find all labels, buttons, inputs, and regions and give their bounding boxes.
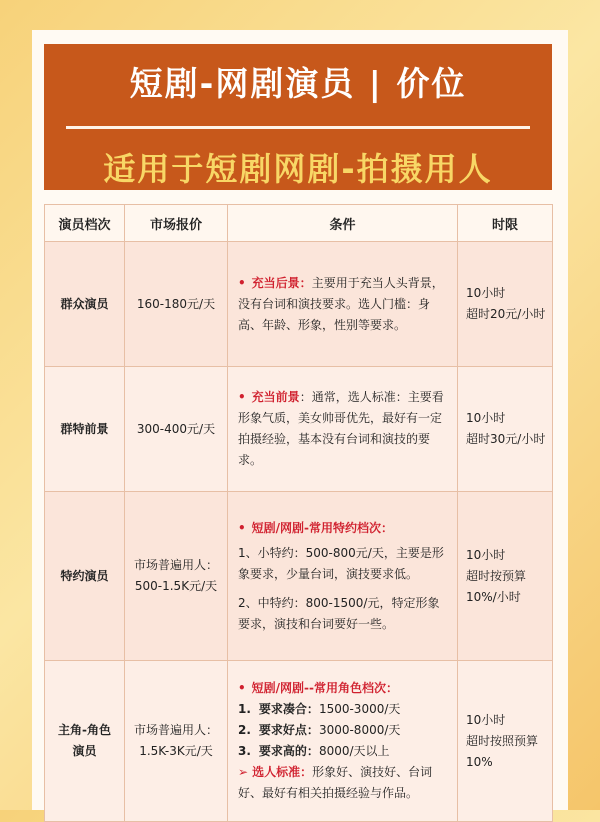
time-cell: 10小时 超时20元/小时 [458,242,553,367]
condition-title: 充当前景 [251,390,300,404]
table-row [45,492,553,661]
condition-text: ：通常，选人标准：主要看形象气质，美女帅哥优先，最好有一定拍摄经验，基本没有台词和演技的要求。 [238,390,444,467]
condition-title: 短剧/网剧--常用角色档次： [251,681,399,695]
level-cell: 群特前景 [45,367,125,492]
table-row [45,242,553,367]
condition-list-item [238,741,447,762]
criteria-text: 形象好、演技好、台词好、最好有相关拍摄经验与作品。 [238,765,433,800]
time-cell: 10小时 超时30元/小时 [458,367,553,492]
title-divider [66,126,530,129]
selection-criteria [238,762,447,804]
price-cell: 市场普遍用人： 1.5K-3K元/天 [125,661,228,822]
condition-item: 2、中特约：800-1500/元，特定形象要求，演技和台词要好一些。 [238,595,440,631]
arrow-icon: ➢ [238,765,249,779]
list-number: 3. [238,744,251,758]
page-title: 短剧-网剧演员 | 价位 [129,64,467,103]
time-cell: 10小时 超时按照预算10% [458,661,553,822]
price-table [44,204,553,822]
bullet-icon: • [238,681,246,695]
condition-list-item [238,699,447,720]
price-cell: 300-400元/天 [125,367,228,492]
list-label: 要求高的： [258,744,319,758]
condition-cell [228,242,458,367]
list-label: 要求凑合： [258,702,319,716]
time-cell: 10小时 超时按预算 10%/小时 [458,492,553,661]
condition-cell [228,367,458,492]
list-label: 要求好点： [258,723,319,737]
table-row [45,661,553,822]
price-cell: 市场普遍用人： 500-1.5K元/天 [125,492,228,661]
condition-cell [228,661,458,822]
level-cell: 特约演员 [45,492,125,661]
level-cell: 群众演员 [45,242,125,367]
condition-title: 充当后景： [251,275,312,290]
header-price: 市场报价 [125,205,228,242]
condition-list-item [238,720,447,741]
bullet-icon: • [238,390,246,404]
table-header-row [45,205,553,242]
header-time: 时限 [458,205,553,242]
level-cell: 主角-角色 演员 [45,661,125,822]
list-value: 1500-3000/天 [318,702,401,716]
header-condition: 条件 [228,205,458,242]
list-value: 3000-8000/天 [318,723,401,737]
page-subtitle: 适用于短剧网剧-拍摄用人 [103,150,493,188]
title-banner [44,44,552,190]
condition-cell [228,492,458,661]
list-number: 2. [238,723,251,737]
table-row [45,367,553,492]
condition-item: 1、小特约：500-800元/天，主要是形象要求，少量台词，演技要求低。 [238,545,444,581]
condition-title: 短剧/网剧-常用特约档次： [251,520,394,535]
bullet-icon: • [238,520,246,535]
header-level: 演员档次 [45,205,125,242]
price-cell: 160-180元/天 [125,242,228,367]
bullet-icon: • [238,275,246,290]
condition-text: 主要用于充当人头背景，没有台词和演技要求。选人门槛：身高、年龄、形象，性别等要求。 [238,275,444,332]
criteria-label: 选人标准： [252,765,313,779]
list-number: 1. [238,702,251,716]
list-value: 8000/天以上 [318,744,390,758]
